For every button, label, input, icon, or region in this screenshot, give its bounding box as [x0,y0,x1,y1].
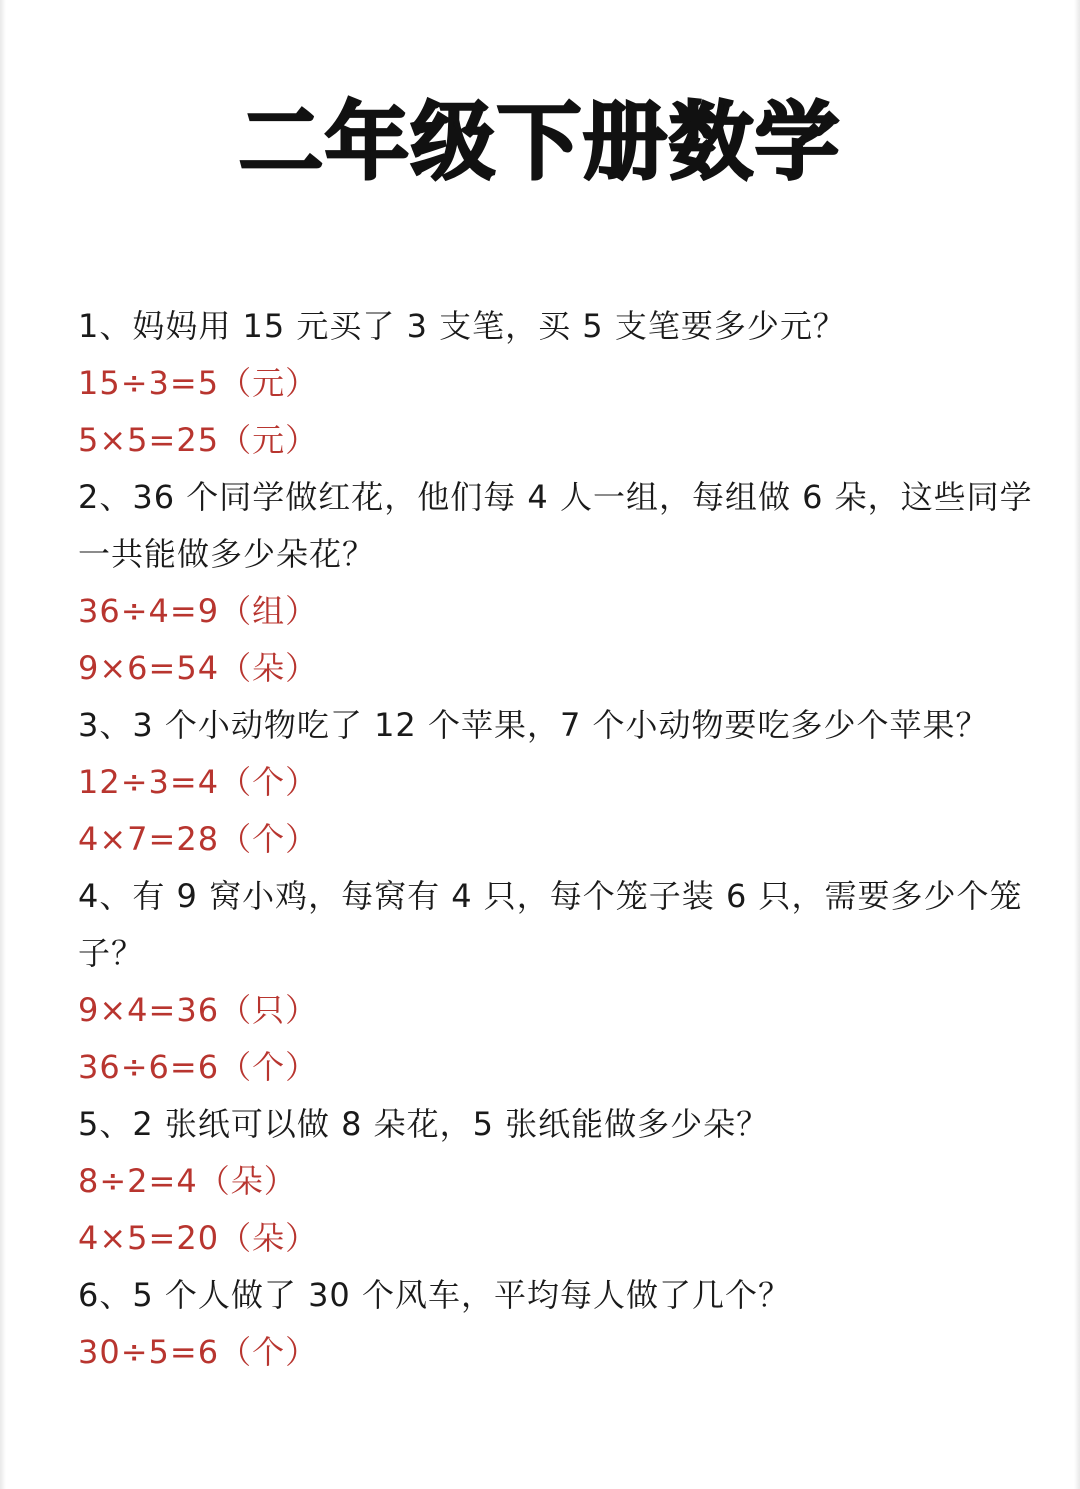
problem-1-answer-1: 15÷3=5（元） [78,364,319,402]
page-edge-right [1074,0,1080,1489]
problem-3-answer-1: 12÷3=4（个） [78,763,319,801]
problem-1-answer-2: 5×5=25（元） [78,421,319,459]
problem-4-answer-1: 9×4=36（只） [78,991,319,1029]
problem-2-answer-2: 9×6=54（朵） [78,649,319,687]
problem-3-question: 3、3 个小动物吃了 12 个苹果，7 个小动物要吃多少个苹果？ [78,706,989,744]
problem-4-answer-2: 36÷6=6（个） [78,1048,319,1086]
problem-5-answer-2: 4×5=20（朵） [78,1219,319,1257]
problem-2-question-line-1: 2、36 个同学做红花，他们每 4 人一组，每组做 6 朵，这些同学 [78,478,1033,516]
problem-5-answer-1: 8÷2=4（朵） [78,1162,297,1200]
problem-2-question-line-2: 一共能做多少朵花？ [78,535,376,573]
problem-3-answer-2: 4×7=28（个） [78,820,319,858]
page-title: 二年级下册数学 [238,93,841,191]
problem-6-question: 6、5 个人做了 30 个风车，平均每人做了几个？ [78,1276,791,1314]
problem-4-question-line-2: 子？ [78,934,145,972]
problem-2-answer-1: 36÷4=9（组） [78,592,319,630]
problem-4-question-line-1: 4、有 9 窝小鸡，每窝有 4 只，每个笼子装 6 只，需要多少个笼 [78,877,1023,915]
problem-5-question: 5、2 张纸可以做 8 朵花，5 张纸能做多少朵？ [78,1105,770,1143]
problem-list [78,298,1033,1381]
page-edge-left [0,0,6,1489]
problem-1-question: 1、妈妈用 15 元买了 3 支笔，买 5 支笔要多少元？ [78,307,846,345]
problem-6-answer-1: 30÷5=6（个） [78,1333,319,1371]
